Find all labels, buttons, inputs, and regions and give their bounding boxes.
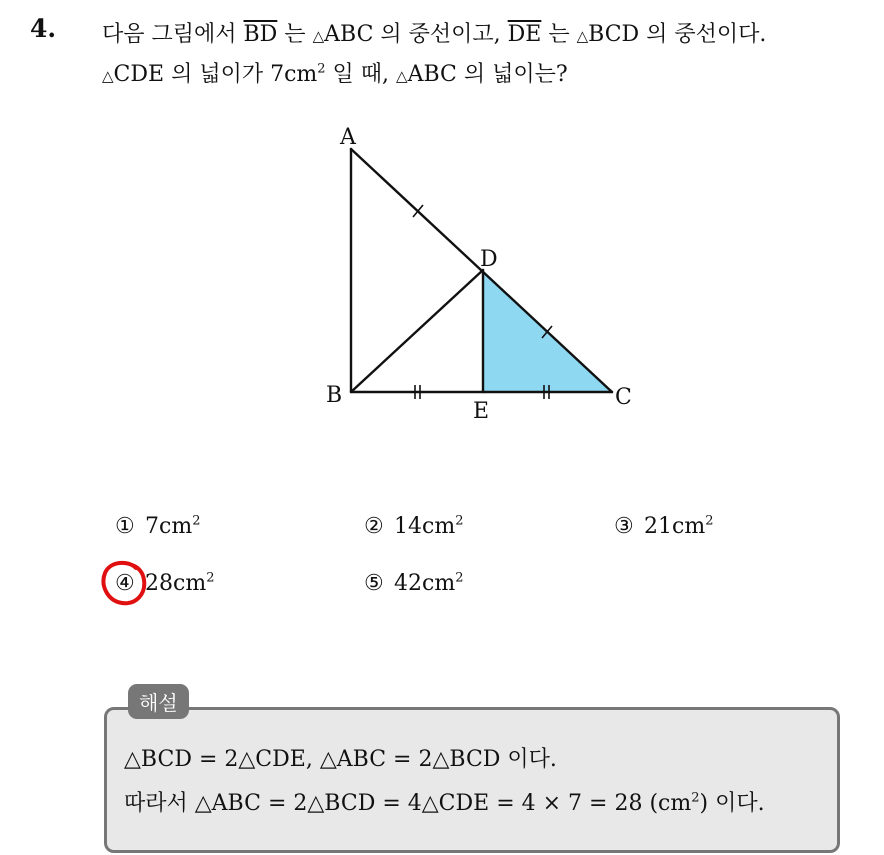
choice-value: 28cm: [145, 571, 207, 596]
label-d: D: [480, 247, 498, 272]
superscript: 2: [455, 513, 464, 529]
choice-2[interactable]: [364, 514, 463, 539]
label-a: A: [340, 125, 356, 150]
choice-number: ①: [115, 514, 135, 539]
question-text: 일 때,: [325, 62, 397, 87]
question-text: CDE 의 넓이가 7cm: [113, 62, 318, 87]
answer-mark-circle-icon: [98, 558, 152, 610]
solution-text: ) 이다.: [699, 791, 765, 816]
solution-text: 따라서 △ABC = 2△BCD = 4△CDE = 4 × 7 = 28 (cm: [124, 791, 692, 816]
question-number: 4.: [30, 14, 57, 43]
choice-number: ⑤: [364, 571, 384, 596]
choice-number: ③: [614, 514, 634, 539]
solution-tab: 해설: [128, 684, 189, 719]
question-text: ABC 의 중선이고,: [324, 22, 508, 47]
segment-bd: $\overline{BD}$: [243, 22, 278, 47]
triangle-figure: [318, 116, 648, 426]
choice-3[interactable]: [614, 514, 713, 539]
label-b: B: [326, 383, 343, 408]
superscript: 2: [705, 513, 714, 529]
question-text: BCD 의 중선이다.: [588, 22, 767, 47]
superscript: 2: [206, 570, 215, 586]
choice-number: ④: [115, 571, 135, 596]
choice-1[interactable]: [115, 514, 200, 539]
solution-line-2: [124, 786, 765, 817]
triangle-symbol: △: [396, 67, 408, 85]
superscript: 2: [317, 61, 326, 77]
superscript: 2: [192, 513, 201, 529]
question-text-line-1: [102, 17, 766, 48]
triangle-symbol: △: [312, 27, 325, 45]
median-bd: [351, 270, 483, 392]
question-text: 는: [277, 22, 313, 47]
triangle-symbol: △: [102, 67, 114, 85]
solution-line-1: △BCD = 2△CDE, △ABC = 2△BCD 이다.: [124, 747, 557, 772]
segment-de: $\overline{DE}$: [507, 22, 542, 47]
label-c: C: [615, 385, 632, 410]
choice-value: 42cm: [394, 571, 456, 596]
superscript: 2: [455, 570, 464, 586]
choice-value: 21cm: [644, 514, 706, 539]
choice-value: 14cm: [394, 514, 456, 539]
question-text: 다음 그림에서: [102, 22, 244, 47]
triangle-symbol: △: [576, 27, 589, 45]
question-text: 는: [541, 22, 577, 47]
choice-value: 7cm: [145, 514, 193, 539]
choice-5[interactable]: [364, 571, 463, 596]
choice-number: ②: [364, 514, 384, 539]
solution-box: [104, 707, 840, 853]
question-text: ABC 의 넓이는?: [407, 62, 568, 87]
label-e: E: [473, 399, 490, 424]
superscript: 2: [691, 790, 700, 806]
question-text-line-2: [102, 57, 568, 88]
